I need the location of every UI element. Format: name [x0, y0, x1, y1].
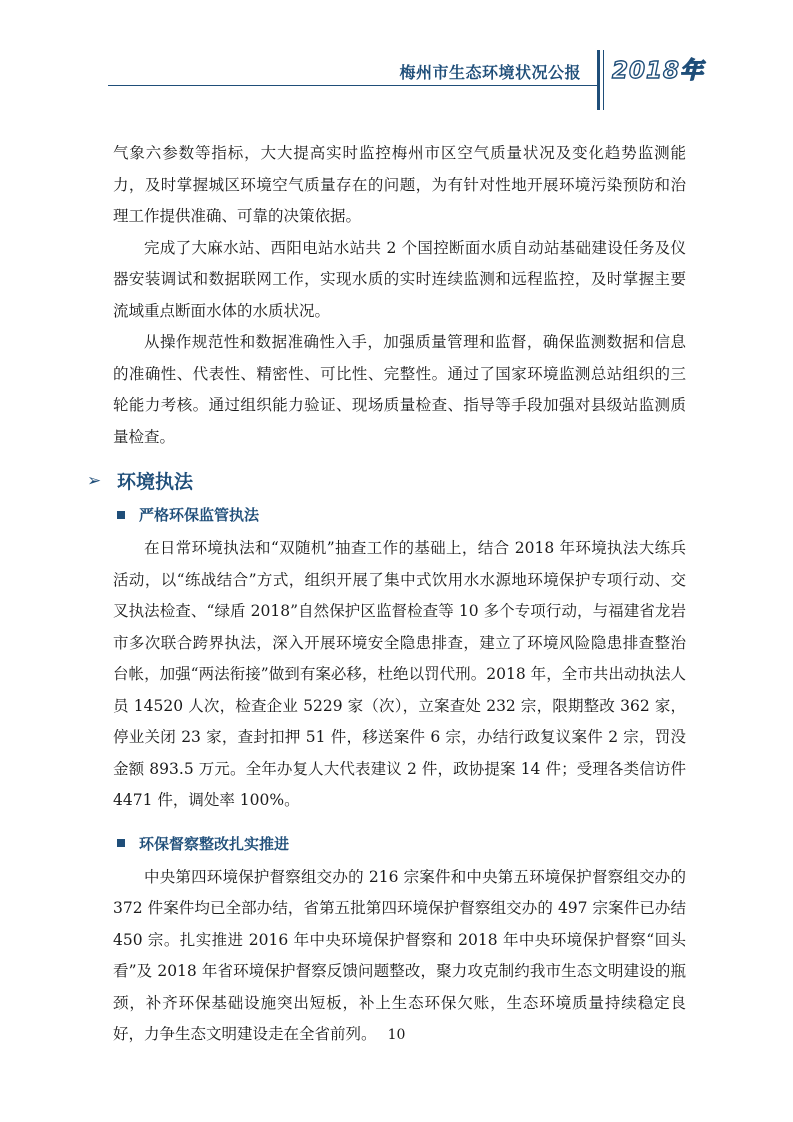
square-bullet-icon — [117, 511, 125, 519]
paragraph: 气象六参数等指标，大大提高实时监控梅州市区空气质量状况及变化趋势监测能力，及时掌握城区环境空气质量存在的问题，为有针对性地开展环境污染预防和治理工作提供准确、可靠的决策依据。 — [113, 144, 686, 225]
header-divider-thin — [603, 50, 604, 110]
subsection-heading — [117, 833, 686, 854]
header-divider-thick — [597, 50, 600, 110]
report-year: 2018年 — [612, 58, 705, 84]
paragraph: 中央第四环境保护督察组交办的 216 宗案件和中央第五环境保护督察组交办的 372 件案件均已全部办结，省第五批第四环境保护督察组交办的 497 宗案件已办结 450 宗。扎实推进 2016 年中央环境保护督察和 2018 年中央环境保护督察“回头看”及 2018 年省环境保护督察反馈问题整改，聚力攻克制约我市生态文明建设的瓶颈，补齐环保基础设施突出短板，补上生态环保欠账，生态环境质量持续稳定良好，力争生态文明建设走在全省前列。 — [113, 867, 686, 1043]
paragraph: 从操作规范性和数据准确性入手，加强质量管理和监督，确保监测数据和信息的准确性、代表性、精密性、可比性、完整性。通过了国家环境监测总站组织的三轮能力考核。通过组织能力验证、现场质量检查、指导等手段加强对县级站监测质量检查。 — [113, 333, 686, 446]
subsection-heading — [117, 504, 686, 525]
paragraph: 在日常环境执法和“双随机”抽查工作的基础上，结合 2018 年环境执法大练兵活动，以“练战结合”方式，组织开展了集中式饮用水水源地环境保护专项行动、交叉执法检查、“绿盾 2018”自然保护区监督检查等 10 多个专项行动，与福建省龙岩市多次联合跨界执法，深入开展环境安全隐患排查，建立了环境风险隐患排查整治台帐，加强“两法衔接”做到有案必移，杜绝以罚代刑。2018 年，全市共出动执法人员 14520 人次，检查企业 5229 家（次），立案查处 232 宗，限期整改 362 家，停业关闭 23 家，查封扣押 51 件，移送案件 6 宗，办结行政复议案件 2 宗，罚没金额 893.5 万元。全年办复人大代表建议 2 件，政协提案 14 件；受理各类信访件 4471 件，调处率 100%。 — [113, 539, 686, 809]
section-heading — [87, 467, 686, 494]
square-bullet-icon — [117, 839, 125, 847]
report-title: 梅州市生态环境状况公报 — [399, 63, 581, 82]
section-title: 环境执法 — [117, 471, 194, 493]
page-body — [87, 138, 686, 1051]
header-rule — [108, 85, 598, 86]
page-number: 10 — [387, 1027, 406, 1043]
paragraph: 完成了大麻水站、西阳电站水站共 2 个国控断面水质自动站基础建设任务及仪器安装调试和数据联网工作，实现水质的实时连续监测和远程监控，及时掌握主要流域重点断面水体的水质状况。 — [113, 238, 686, 320]
arrow-bullet-icon: ➢ — [87, 470, 102, 491]
subsection-title: 环保督察整改扎实推进 — [139, 834, 290, 853]
subsection-title: 严格环保监管执法 — [139, 506, 260, 524]
